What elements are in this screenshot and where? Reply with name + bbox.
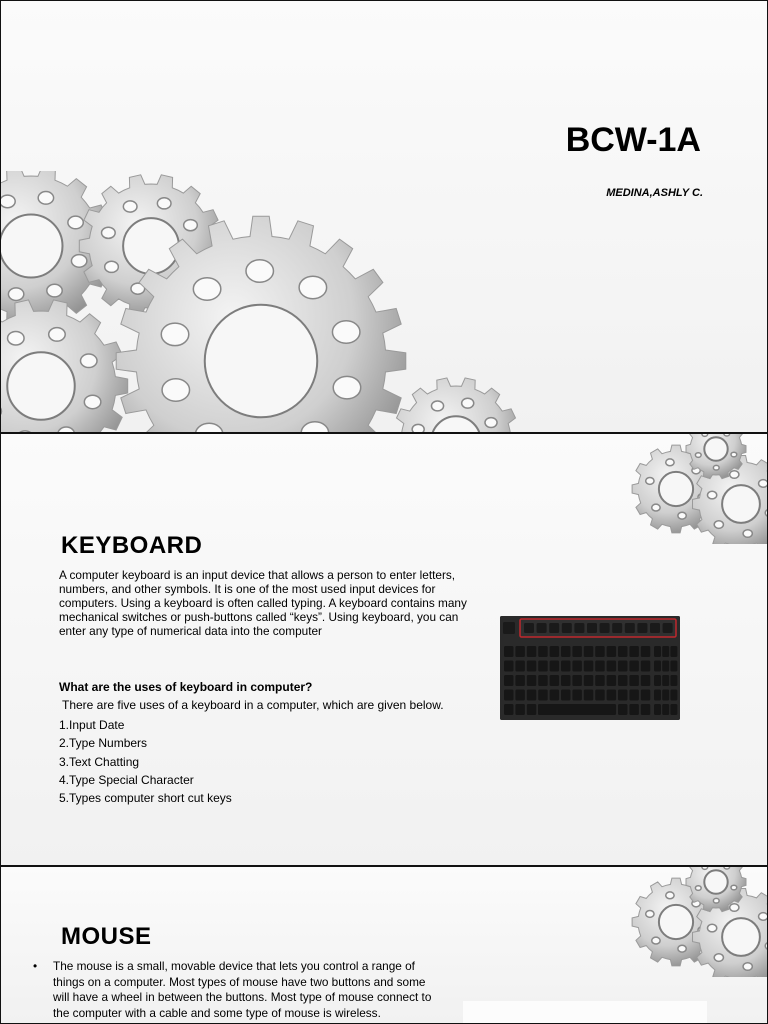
key: [504, 675, 514, 686]
key: [654, 675, 661, 686]
keyboard-paragraph: A computer keyboard is an input device that allows a person to enter letters, numbers, and other symbols. It is one of the most used input devices for computers. Using a keyboard is often called typing. A keyboard contains many mechanical switches or push-buttons called “keys”. Using keyboard, you can enter any type of numerical data into the computer: [59, 568, 467, 638]
key: [503, 622, 515, 634]
key: [584, 646, 594, 657]
key: [504, 646, 514, 657]
title-slide: [0, 0, 768, 433]
key: [561, 690, 571, 701]
key: [607, 690, 617, 701]
key: [572, 661, 582, 672]
key: [504, 690, 514, 701]
key: [515, 704, 525, 715]
key: [663, 623, 673, 633]
key: [662, 661, 669, 672]
keyboard-slide: [0, 433, 768, 866]
key: [561, 646, 571, 657]
key: [670, 704, 677, 715]
key: [641, 704, 651, 715]
key: [527, 661, 537, 672]
key: [562, 623, 572, 633]
key: [662, 704, 669, 715]
key: [654, 646, 661, 657]
key: [618, 704, 628, 715]
key: [618, 646, 628, 657]
key: [654, 661, 661, 672]
key: [595, 661, 605, 672]
key: [662, 646, 669, 657]
key: [515, 661, 525, 672]
list-item: 3.Text Chatting: [59, 754, 140, 769]
key: [538, 646, 548, 657]
key: [538, 661, 548, 672]
key: [618, 661, 628, 672]
key: [618, 690, 628, 701]
key: [572, 690, 582, 701]
list-item: 5.Types computer short cut keys: [59, 791, 232, 806]
key: [550, 661, 560, 672]
key: [550, 646, 560, 657]
space-key: [538, 704, 614, 715]
list-item: 2.Type Numbers: [59, 736, 148, 751]
key: [538, 690, 548, 701]
keyboard-uses-list: [59, 716, 232, 807]
key: [538, 675, 548, 686]
key: [670, 675, 677, 686]
key: [515, 675, 525, 686]
key: [654, 704, 661, 715]
key: [572, 646, 582, 657]
key: [637, 623, 647, 633]
keyboard-intro: There are five uses of a keyboard in a computer, which are given below.: [62, 698, 444, 712]
list-item: 1.Input Date: [59, 718, 125, 732]
key: [527, 704, 537, 715]
key: [670, 661, 677, 672]
mouse-bullet: • The mouse is a small, movable device that lets you control a range of things on a computer. Most types of mouse have two buttons and some will have a wheel in between the buttons. Most type of mouse connect to the computer with a cable and some type of mouse is wireless.: [31, 959, 441, 1022]
slide-title: BCW-1A: [565, 121, 701, 159]
keyboard-question: What are the uses of keyboard in computer?: [59, 680, 313, 694]
key: [515, 690, 525, 701]
list-item: 4.Type Special Character: [59, 772, 194, 787]
key: [587, 623, 597, 633]
key: [527, 646, 537, 657]
key: [549, 623, 559, 633]
key: [629, 646, 639, 657]
key: [641, 661, 651, 672]
key: [550, 690, 560, 701]
mouse-slide: [0, 866, 768, 1024]
key: [607, 661, 617, 672]
key: [641, 675, 651, 686]
key: [584, 675, 594, 686]
key: [504, 661, 514, 672]
key: [600, 623, 610, 633]
key: [629, 690, 639, 701]
key: [641, 690, 651, 701]
key: [574, 623, 584, 633]
corner-gears-icon: [621, 434, 768, 544]
key: [584, 690, 594, 701]
mouse-heading: MOUSE: [61, 923, 152, 950]
key: [527, 675, 537, 686]
author-name: MEDINA,ASHLY C.: [606, 187, 703, 199]
key: [641, 646, 651, 657]
key: [607, 675, 617, 686]
key: [612, 623, 622, 633]
key: [629, 675, 639, 686]
key: [561, 675, 571, 686]
key: [670, 646, 677, 657]
key: [527, 690, 537, 701]
key: [670, 690, 677, 701]
keyboard-heading: KEYBOARD: [61, 532, 203, 559]
key: [595, 646, 605, 657]
key: [595, 675, 605, 686]
key: [504, 704, 514, 715]
key: [625, 623, 635, 633]
key: [595, 690, 605, 701]
keyboard-image: [500, 616, 680, 720]
key: [662, 675, 669, 686]
corner-gears-icon: [621, 867, 768, 977]
key: [618, 675, 628, 686]
image-placeholder: [463, 1001, 707, 1024]
key: [629, 704, 639, 715]
key: [629, 661, 639, 672]
key: [515, 646, 525, 657]
key: [550, 675, 560, 686]
key: [662, 690, 669, 701]
key: [524, 623, 534, 633]
gears-illustration: [1, 171, 541, 433]
key: [607, 646, 617, 657]
key: [572, 675, 582, 686]
key: [537, 623, 547, 633]
key: [584, 661, 594, 672]
key: [654, 690, 661, 701]
key: [561, 661, 571, 672]
key: [650, 623, 660, 633]
